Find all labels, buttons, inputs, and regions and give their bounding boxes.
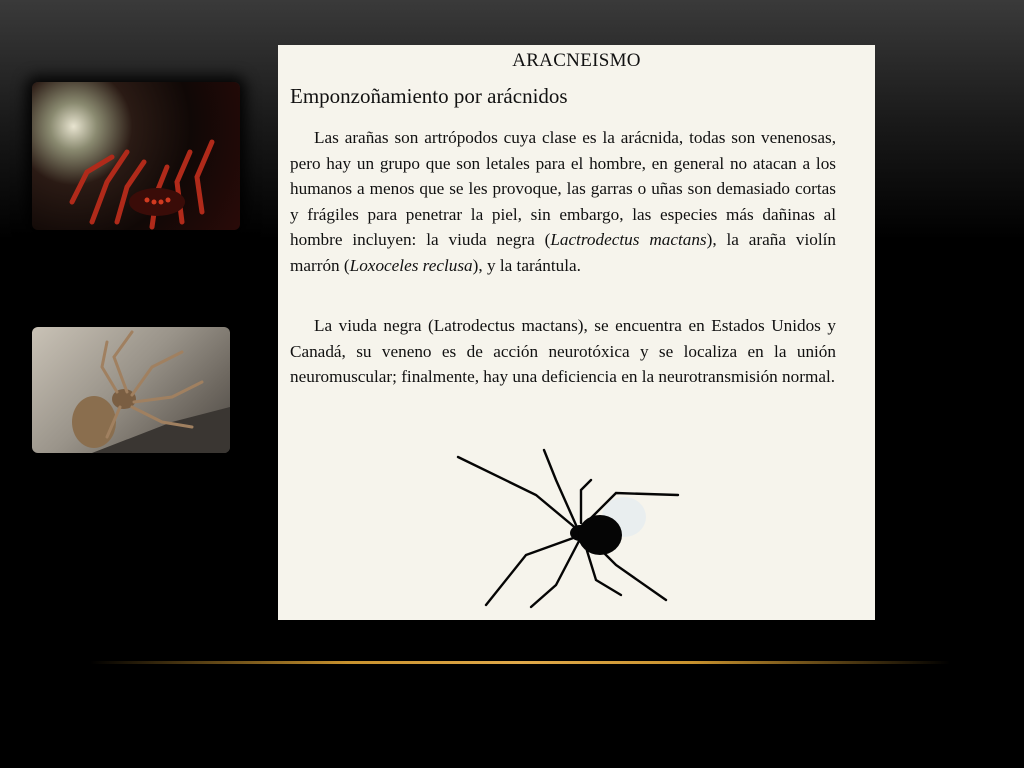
paragraph-text: Las arañas son artrópodos cuya clase es la arácnida, todas son venenosas, pero hay un grupo que son letales para el hombre, en general no atacan a los humanos a menos que se les provoque, las garras o uñas son demasiado cortas y frágiles para penetrar la piel, sin embargo, las especies más dañinas al hombre incluyen: la viuda negra ( xyxy=(290,128,836,250)
paragraph-text: ), la araña violín marrón ( xyxy=(290,230,836,275)
tarantula-photo xyxy=(32,82,240,230)
species-name-black-widow: Lactrodectus mactans xyxy=(550,230,707,250)
book-page xyxy=(278,45,875,620)
paragraph-black-widow: La viuda negra (Latrodectus mactans), se encuentra en Estados Unidos y Canadá, su veneno es de acción neurotóxica y se localiza en la unión neuromuscular; finalmente, hay una deficiencia en la neurotransmisión normal. xyxy=(290,316,836,387)
species-name-brown-recluse: Loxoceles reclusa xyxy=(349,255,473,275)
slide-divider xyxy=(90,661,950,664)
paragraph-text: ), y la tarántula. xyxy=(472,255,581,275)
slide-subtitle: Emponzoñamiento por arácnidos xyxy=(290,84,568,108)
brown-spider-photo xyxy=(32,327,230,453)
slide-title: ARACNEISMO xyxy=(512,50,641,71)
black-widow-illustration xyxy=(456,445,686,620)
paragraph-spiders xyxy=(290,125,836,279)
